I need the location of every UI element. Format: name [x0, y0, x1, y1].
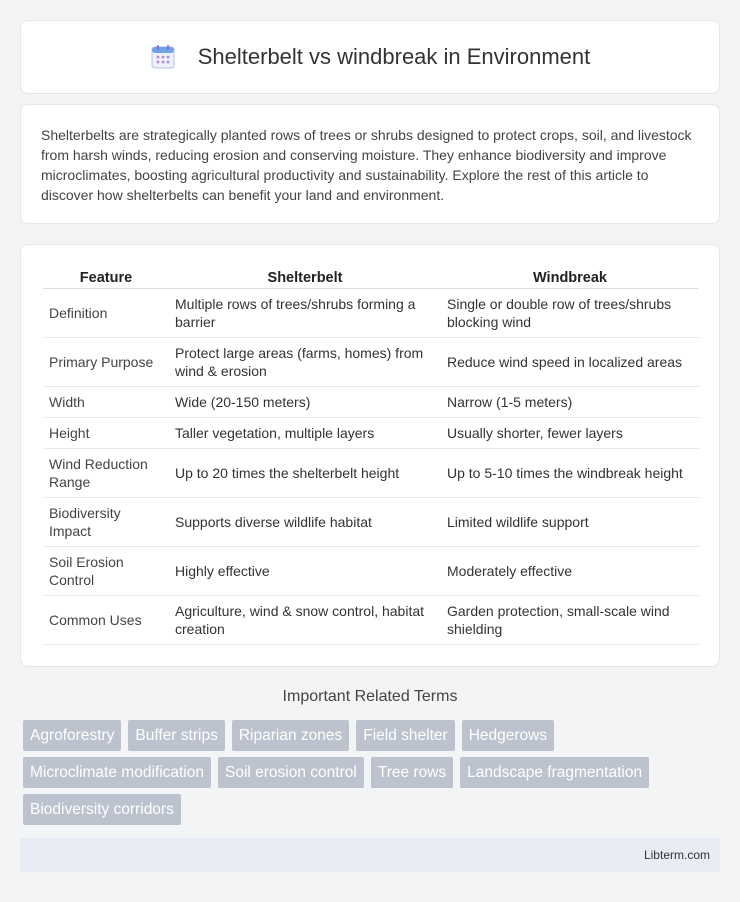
feature-cell: Height — [43, 418, 169, 449]
table-row — [43, 289, 699, 338]
tag-agroforestry[interactable]: Agroforestry — [23, 720, 121, 751]
shelterbelt-cell: Agriculture, wind & snow control, habitat creation — [169, 596, 441, 645]
comparison-table — [43, 265, 699, 645]
feature-cell: Width — [43, 387, 169, 418]
table-row — [43, 338, 699, 387]
tag-field-shelter[interactable]: Field shelter — [356, 720, 454, 751]
feature-cell: Definition — [43, 289, 169, 338]
windbreak-cell: Narrow (1-5 meters) — [441, 387, 699, 418]
table-row — [43, 449, 699, 498]
tag-landscape-fragmentation[interactable]: Landscape fragmentation — [460, 757, 649, 788]
shelterbelt-cell: Highly effective — [169, 547, 441, 596]
windbreak-cell: Limited wildlife support — [441, 498, 699, 547]
header-shelterbelt: Shelterbelt — [169, 265, 441, 289]
feature-cell: Biodiversity Impact — [43, 498, 169, 547]
calendar-icon — [150, 44, 176, 70]
feature-cell: Soil Erosion Control — [43, 547, 169, 596]
title-card — [20, 20, 720, 94]
tag-microclimate-modification[interactable]: Microclimate modification — [23, 757, 211, 788]
table-row — [43, 596, 699, 645]
feature-cell: Common Uses — [43, 596, 169, 645]
page-title: Shelterbelt vs windbreak in Environment — [197, 44, 591, 69]
feature-cell: Wind Reduction Range — [43, 449, 169, 498]
table-row — [43, 387, 699, 418]
shelterbelt-cell: Taller vegetation, multiple layers — [169, 418, 441, 449]
tag-riparian-zones[interactable]: Riparian zones — [232, 720, 349, 751]
footer-site-link[interactable]: Libterm.com — [643, 848, 710, 862]
table-row — [43, 418, 699, 449]
windbreak-cell: Single or double row of trees/shrubs blocking wind — [441, 289, 699, 338]
shelterbelt-cell: Supports diverse wildlife habitat — [169, 498, 441, 547]
windbreak-cell: Up to 5-10 times the windbreak height — [441, 449, 699, 498]
related-terms-title: Important Related Terms — [282, 688, 458, 705]
table-header-row — [43, 265, 699, 289]
table-row — [43, 498, 699, 547]
tag-hedgerows[interactable]: Hedgerows — [462, 720, 554, 751]
related-terms-tags — [23, 720, 723, 831]
feature-cell: Primary Purpose — [43, 338, 169, 387]
footer — [20, 838, 720, 872]
intro-text: Shelterbelts are strategically planted rows of trees or shrubs designed to protect crops, soil, and livestock from harsh winds, reducing erosion and conserving moisture. They enhance biodiversity and improve microclimates, boosting agricultural productivity and sustainability. Explore the rest of this article to discover how shelterbelts can benefit your land and environment. — [41, 127, 692, 203]
windbreak-cell: Garden protection, small-scale wind shielding — [441, 596, 699, 645]
intro-card — [20, 104, 720, 224]
header-windbreak: Windbreak — [441, 265, 699, 289]
shelterbelt-cell: Protect large areas (farms, homes) from wind & erosion — [169, 338, 441, 387]
windbreak-cell: Reduce wind speed in localized areas — [441, 338, 699, 387]
shelterbelt-cell: Up to 20 times the shelterbelt height — [169, 449, 441, 498]
header-feature: Feature — [43, 265, 169, 289]
comparison-table-card — [20, 244, 720, 667]
table-row — [43, 547, 699, 596]
shelterbelt-cell: Multiple rows of trees/shrubs forming a barrier — [169, 289, 441, 338]
tag-buffer-strips[interactable]: Buffer strips — [128, 720, 224, 751]
tag-biodiversity-corridors[interactable]: Biodiversity corridors — [23, 794, 181, 825]
tag-soil-erosion-control[interactable]: Soil erosion control — [218, 757, 364, 788]
windbreak-cell: Usually shorter, fewer layers — [441, 418, 699, 449]
windbreak-cell: Moderately effective — [441, 547, 699, 596]
tag-tree-rows[interactable]: Tree rows — [371, 757, 453, 788]
shelterbelt-cell: Wide (20-150 meters) — [169, 387, 441, 418]
